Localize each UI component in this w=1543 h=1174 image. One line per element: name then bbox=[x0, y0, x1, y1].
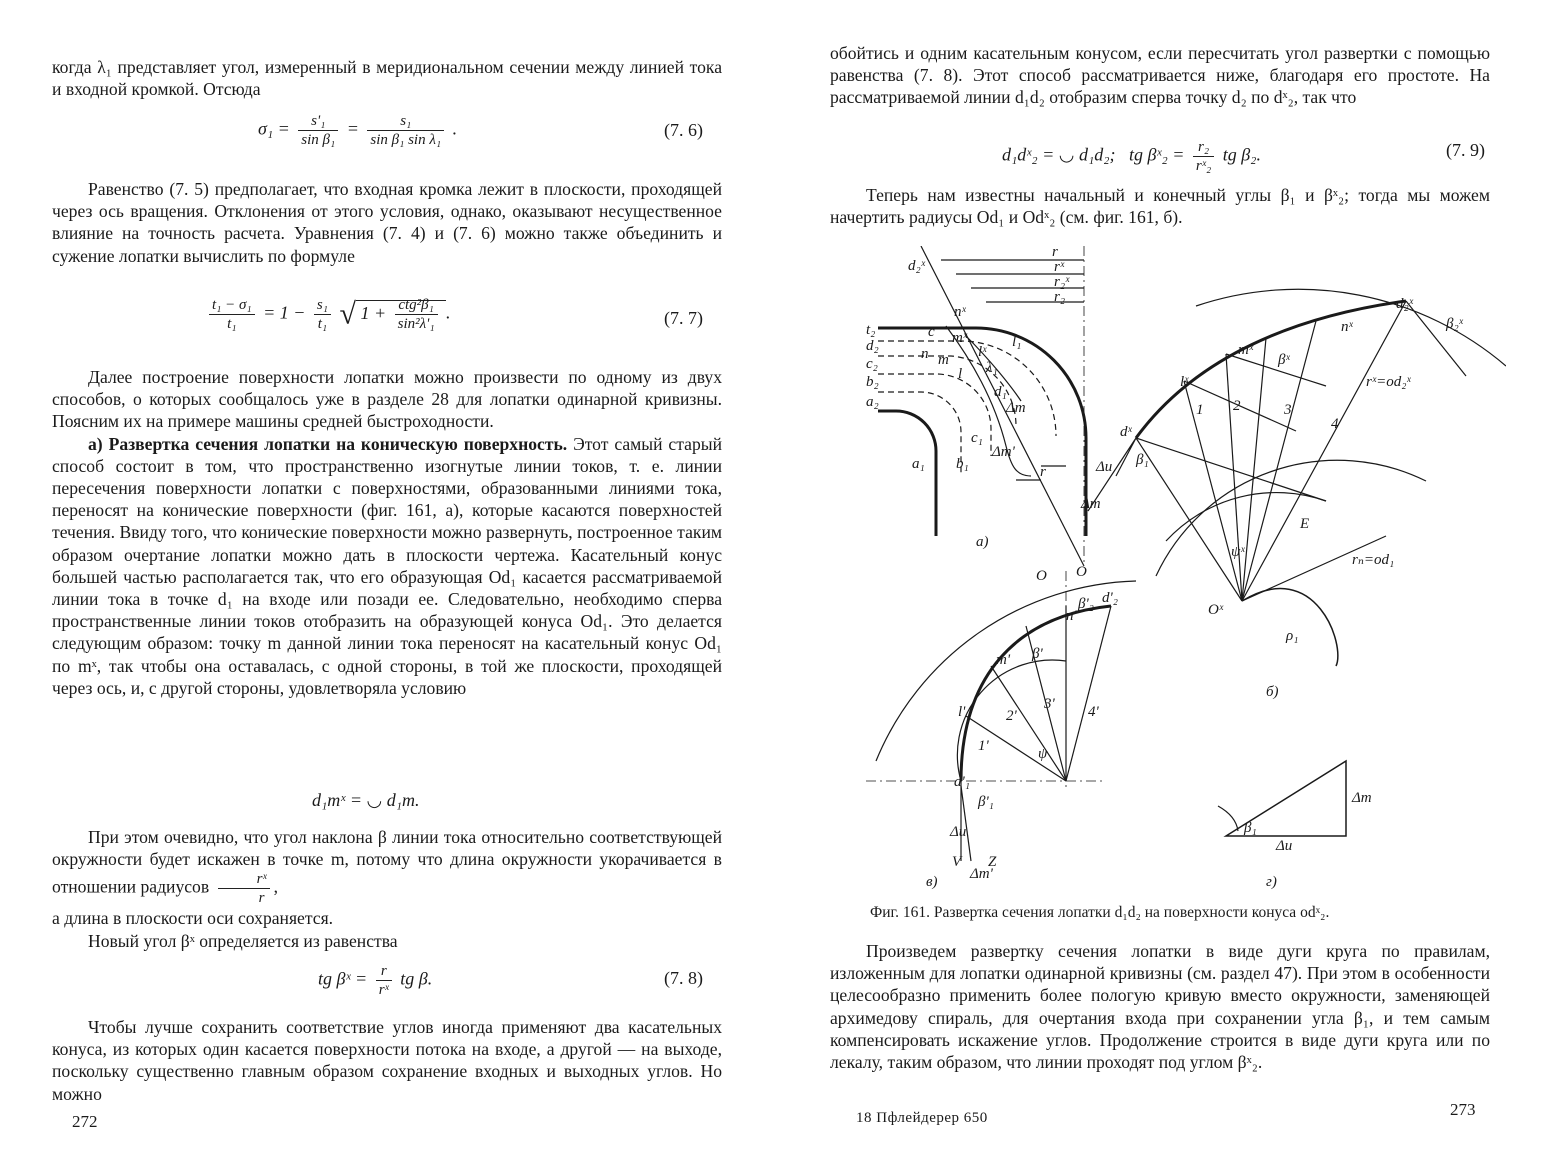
svg-text:c: c bbox=[928, 324, 935, 340]
paragraph-text: Новый угол βˣ определяется из равенства bbox=[88, 930, 398, 951]
svg-text:rˣ: rˣ bbox=[1054, 259, 1065, 275]
paragraph-text: При этом очевидно, что угол наклона β линии тока относительно соответствующей окружности будет искажен в точке m, потому что длина окружности укорачивается в отношении радиусов $\frac{\text{rˣ}}{r}$ , bbox=[52, 827, 722, 907]
svg-text:c₁: c₁ bbox=[971, 430, 983, 446]
svg-text:d'₁: d'₁ bbox=[954, 774, 970, 790]
equation-7-6: σ₁ = $\frac{\text{s'₁}}{\text{sin β₁}}$ = $\frac{\text{s₁}}{\text{sin β₁ sin λ₁}}$ . bbox=[258, 113, 458, 148]
svg-text:Δm': Δm' bbox=[992, 444, 1015, 460]
svg-text:Δm': Δm' bbox=[970, 866, 993, 882]
svg-text:β'₁: β'₁ bbox=[978, 794, 994, 810]
footer-signature: 18 Пфлейдерер 650 bbox=[856, 1110, 988, 1126]
svg-text:Z: Z bbox=[988, 854, 997, 870]
svg-text:l: l bbox=[958, 366, 963, 382]
paragraph-text: Чтобы лучше сохранить соответствие углов иногда применяют два касательных конуса, из которых один касается поверхности потока на входе, а другой — на выходе, поскольку существенно главным образом сохранение входных и выходных углов. Но можно bbox=[52, 1017, 722, 1104]
svg-text:1: 1 bbox=[1196, 402, 1204, 418]
svg-text:l': l' bbox=[958, 704, 966, 720]
svg-text:l₁: l₁ bbox=[1012, 334, 1022, 350]
svg-text:2: 2 bbox=[1233, 398, 1241, 414]
sqrt-sign: √ bbox=[339, 297, 356, 331]
paragraph bbox=[830, 42, 1490, 109]
svg-text:b₂: b₂ bbox=[866, 374, 879, 390]
fraction: $\frac{\text{s'₁}}{\text{sin β₁}}$ bbox=[298, 112, 338, 149]
page-number: 273 bbox=[1450, 1100, 1476, 1119]
paragraph-text: когда λ₁ представляет угол, измеренный в меридиональном сечении между линией тока и входной кромкой. Отсюда bbox=[52, 57, 722, 100]
svg-text:λ₁: λ₁ bbox=[986, 360, 998, 376]
svg-text:Δm: Δm bbox=[1006, 400, 1026, 416]
paragraph bbox=[52, 366, 722, 699]
equation-7-7: $\frac{\text{t₁ − σ₁}}{\text{t₁}}$ = 1 − $\frac{\text{s₁}}{\text{t₁}}$ √ 1 + ctg²β₁ sin²λ'₁ . bbox=[205, 296, 451, 333]
svg-text:β₁: β₁ bbox=[1136, 452, 1149, 468]
paragraph-text: Далее построение поверхности лопатки можно произвести по одному из двух способов, о которых сообщалось уже в разделе 28 для лопатки одинарной кривизны. Поясним их на примере машины средней быстроходности. bbox=[52, 367, 722, 432]
svg-text:nˣ: nˣ bbox=[1341, 319, 1353, 335]
svg-text:d₁: d₁ bbox=[994, 384, 1007, 400]
svg-text:n': n' bbox=[1066, 608, 1077, 624]
svg-text:ρ₁: ρ₁ bbox=[1286, 628, 1299, 644]
svg-text:m: m bbox=[938, 352, 949, 368]
equation-number: (7. 6) bbox=[664, 120, 703, 140]
svg-text:r: r bbox=[1052, 246, 1058, 260]
svg-text:3': 3' bbox=[1044, 696, 1055, 712]
svg-text:d'₂: d'₂ bbox=[1102, 590, 1118, 606]
svg-text:Oˣ: Oˣ bbox=[1208, 602, 1224, 618]
figure-caption: Фиг. 161. Развертка сечения лопатки d₁d₂ на поверхности конуса odˣ₂. bbox=[870, 904, 1330, 921]
paragraph bbox=[52, 56, 722, 100]
svg-text:r₂ˣ: r₂ˣ bbox=[1054, 274, 1070, 290]
paragraph-text: Теперь нам известны начальный и конечный углы β₁ и βˣ₂; тогда мы можем начертить радиусы Od₁ и Odˣ₂ (см. фиг. 161, б). bbox=[830, 185, 1490, 228]
svg-text:2': 2' bbox=[1006, 708, 1017, 724]
svg-text:4': 4' bbox=[1088, 704, 1099, 720]
svg-text:б): б) bbox=[1266, 684, 1279, 700]
paragraph bbox=[830, 184, 1490, 228]
svg-text:E: E bbox=[1300, 516, 1310, 532]
equation-number: (7. 7) bbox=[664, 308, 703, 328]
svg-text:r: r bbox=[1040, 464, 1046, 480]
svg-text:mˣ: mˣ bbox=[1238, 342, 1254, 358]
svg-text:Δm: Δm bbox=[1352, 790, 1372, 806]
svg-text:ψ: ψ bbox=[1038, 746, 1048, 762]
svg-text:lˣ: lˣ bbox=[1180, 374, 1189, 390]
svg-text:rₙ=od₁: rₙ=od₁ bbox=[1352, 552, 1395, 568]
page-number: 272 bbox=[72, 1112, 98, 1131]
svg-text:ψˣ: ψˣ bbox=[1231, 544, 1245, 560]
svg-text:а): а) bbox=[976, 534, 989, 550]
svg-text:t₂: t₂ bbox=[866, 322, 876, 338]
equation-number: (7. 9) bbox=[1446, 140, 1485, 160]
equation-7-8: tg βˣ = $\frac{r}{\text{rˣ}}$ tg β. bbox=[318, 963, 433, 998]
svg-text:lˣ: lˣ bbox=[978, 344, 987, 360]
diagram-b bbox=[1088, 289, 1506, 666]
eq-lhs: σ₁ = bbox=[258, 118, 290, 139]
figure-161 bbox=[866, 246, 1506, 896]
svg-text:mˣ: mˣ bbox=[952, 330, 968, 346]
paragraph bbox=[52, 1016, 722, 1105]
svg-text:c₂: c₂ bbox=[866, 356, 878, 372]
svg-text:β₂ˣ: β₂ˣ bbox=[1446, 316, 1463, 332]
section-heading: а) Развертка сечения лопатки на коническую поверхность. bbox=[88, 433, 568, 454]
svg-text:d₂: d₂ bbox=[866, 338, 879, 354]
svg-text:O: O bbox=[1076, 564, 1087, 580]
paragraph-text: Произведем развертку сечения лопатки в виде дуги круга по правилам, изложенным для лопатки одинарной кривизны (см. раздел 47). При этом в особенности целесообразно применить более пологую кривую вместо окружности, заменяющей архимедову спираль, для очертания входа при сохранении угла β₁, и тем самым компенсировать искажение углов. Продолжение строится в виде дуги круга или по лекалу, таким образом, что линии проходят под углом βˣ₂. bbox=[830, 941, 1490, 1073]
svg-text:Δu: Δu bbox=[950, 824, 967, 840]
equation-7-9: d₁dˣ₂ = ◡ d₁d₂; tg βˣ₂ = $\frac{\text{r₂}}{\text{rˣ₂}}$ tg β₂. bbox=[1002, 139, 1261, 174]
paragraph bbox=[830, 940, 1490, 1073]
svg-text:dˣ: dˣ bbox=[1120, 424, 1132, 440]
svg-text:в): в) bbox=[926, 874, 938, 890]
svg-text:rˣ=od₂ˣ: rˣ=od₂ˣ bbox=[1366, 374, 1411, 390]
svg-text:O: O bbox=[1036, 568, 1047, 584]
svg-text:m': m' bbox=[996, 652, 1011, 668]
svg-text:b₁: b₁ bbox=[956, 456, 969, 472]
svg-text:a₂: a₂ bbox=[866, 394, 879, 410]
equation-number: (7. 8) bbox=[664, 968, 703, 988]
svg-text:4: 4 bbox=[1331, 416, 1339, 432]
svg-text:d₂ˣ: d₂ˣ bbox=[1396, 296, 1413, 312]
diagram-g bbox=[1218, 761, 1346, 836]
svg-text:βˣ: βˣ bbox=[1278, 352, 1290, 368]
svg-text:V: V bbox=[952, 854, 962, 870]
svg-text:Δu: Δu bbox=[1096, 459, 1113, 475]
svg-text:r₂: r₂ bbox=[1054, 289, 1066, 305]
svg-text:Δm: Δm bbox=[1081, 496, 1101, 512]
fraction: $\frac{\text{s₁}}{\text{sin β₁ sin λ₁}}$ bbox=[367, 112, 444, 149]
paragraph-text: обойтись и одним касательным конусом, если пересчитать угол развертки с помощью равенства (7. 8). Этот способ рассматривается ниже, благодаря его простоте. На рассматриваемой линии d₁d₂ отобразим сперва точку d₂ по dˣ₂, так что bbox=[830, 43, 1490, 108]
paragraph bbox=[52, 178, 722, 267]
svg-text:a₁: a₁ bbox=[912, 456, 925, 472]
svg-text:d₂ˣ: d₂ˣ bbox=[908, 258, 925, 274]
svg-text:β'₂: β'₂ bbox=[1078, 596, 1094, 612]
paragraph bbox=[52, 826, 722, 952]
svg-text:1': 1' bbox=[978, 738, 989, 754]
svg-text:nˣ: nˣ bbox=[954, 304, 966, 320]
right-page bbox=[770, 0, 1543, 1174]
svg-text:Δu: Δu bbox=[1276, 838, 1293, 854]
svg-text:n: n bbox=[921, 346, 929, 362]
paragraph-text: а длина в плоскости оси сохраняется. bbox=[52, 908, 334, 929]
equation-dm: d₁mˣ = ◡ d₁m. bbox=[312, 790, 420, 810]
svg-text:3: 3 bbox=[1284, 402, 1292, 418]
paragraph-text: Равенство (7. 5) предполагает, что входная кромка лежит в плоскости, проходящей через ось вращения. Отклонения от этого условия, однако, оказывают несущественное влияние на точность расчета. Уравнения (7. 4) и (7. 6) можно также объединить и сужение лопатки вычислить по формуле bbox=[52, 179, 722, 266]
svg-text:г): г) bbox=[1266, 874, 1277, 890]
left-page bbox=[0, 0, 770, 1174]
svg-text:β': β' bbox=[1032, 646, 1043, 662]
svg-text:β₁: β₁ bbox=[1244, 820, 1257, 836]
paragraph-text: а) Развертка сечения лопатки на коническую поверхность. Этот самый старый способ состоит в том, что пространственно изогнутые линии токов, т. е. линии пересечения поверхности лопатки с поверхностями, образованными линиями тока, переносят на конические поверхности (фиг. 161, а), которые касаются поверхностей течения. Ввиду того, что конические поверхности можно развернуть, построенное таким образом очертание лопатки можно дать в плоскости чертежа. Касательный конус большей частью располагается так, что его образующая Od₁ касается рассматриваемой линии тока в точке d₁ на входе или позади ее. Следовательно, необходимо сперва пространственные линии токов отобразить на образующей конуса Od₁. Это делается следующим образом: точку m данной линии тока переносят на касательный конус Od₁ по mˣ, так чтобы она оставалась, с одной стороны, в той же плоскости, проходящей через ось, и, с другой стороны, удовлетворяла условию bbox=[52, 433, 722, 698]
